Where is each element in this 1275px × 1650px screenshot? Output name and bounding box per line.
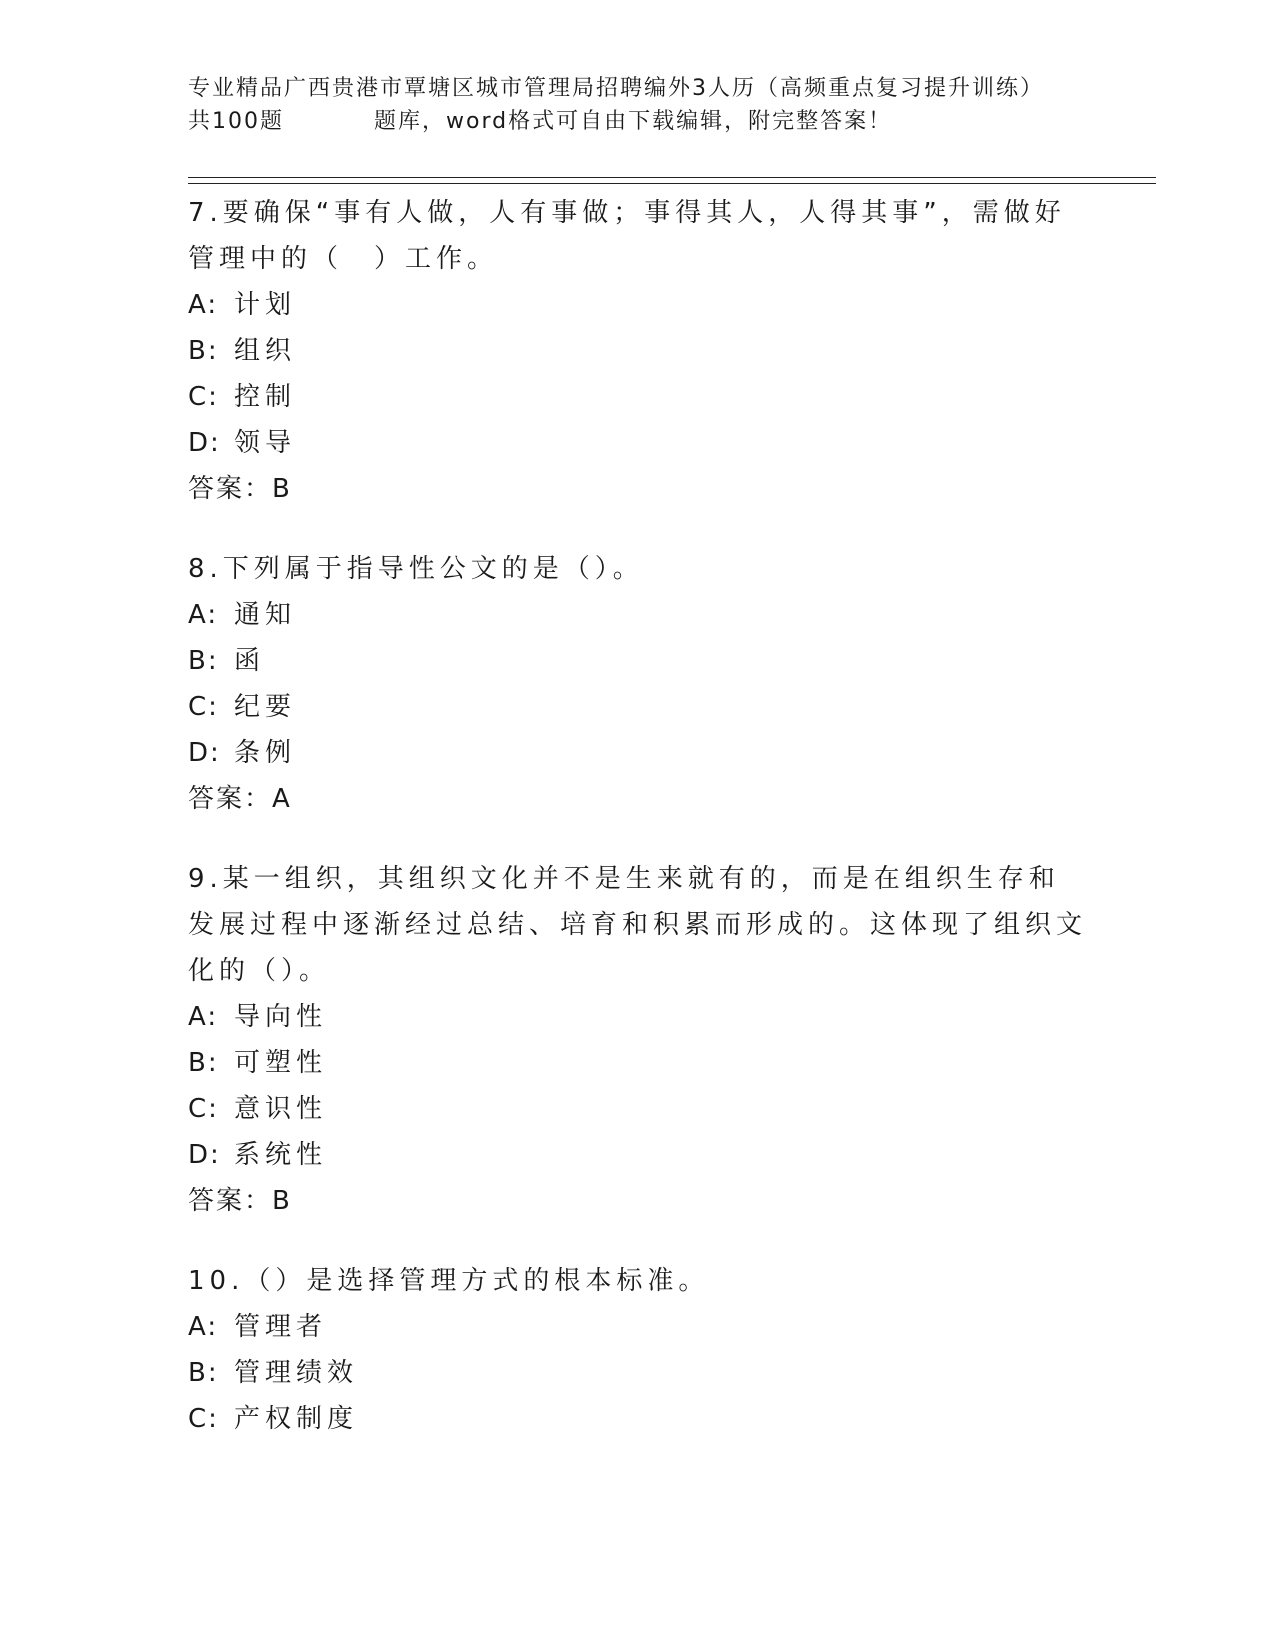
option-text: 导向性 [234,1002,328,1032]
option-text: 通知 [234,600,297,630]
option-text: 管理者 [234,1312,328,1342]
option-key: C: [188,692,219,722]
header-subtitle [188,105,1088,138]
answer-label: 答案： [188,784,273,814]
option-key: B: [188,646,219,676]
option-key: C: [188,1404,219,1434]
question-8 [188,546,1088,822]
answer-value: B [272,474,292,504]
option-key: D: [188,428,221,458]
document-header [188,72,1088,138]
option-key: A: [188,1312,219,1342]
option-c [188,684,1088,730]
option-c [188,1086,1088,1132]
option-key: A: [188,600,219,630]
option-key: A: [188,290,219,320]
question-9 [188,856,1088,1224]
header-divider-bottom [188,183,1156,184]
option-text: 函 [234,646,266,676]
option-key: D: [188,738,221,768]
option-key: B: [188,1048,219,1078]
question-stem: 7.要确保“事有人做，人有事做；事得其人，人得其事”，需做好管理中的（ ）工作。 [188,198,1066,274]
option-a [188,994,1088,1040]
option-text: 产权制度 [234,1404,359,1434]
option-text: 组织 [234,336,297,366]
option-b [188,1040,1088,1086]
option-text: 管理绩效 [234,1358,359,1388]
option-key: C: [188,1094,219,1124]
question-7 [188,190,1088,512]
option-d [188,1132,1088,1178]
option-b [188,638,1088,684]
question-stem: 10.（）是选择管理方式的根本标准。 [188,1266,710,1296]
option-key: B: [188,336,219,366]
option-d [188,730,1088,776]
option-a [188,1304,1088,1350]
option-text: 控制 [234,382,297,412]
answer-value: B [272,1186,292,1216]
header-question-count: 共100题 [188,109,284,134]
option-text: 领导 [234,428,297,458]
option-text: 纪要 [234,692,297,722]
option-key: D: [188,1140,221,1170]
option-b [188,328,1088,374]
option-b [188,1350,1088,1396]
option-d [188,420,1088,466]
header-description: 题库，word格式可自由下载编辑，附完整答案！ [374,109,893,134]
option-a [188,592,1088,638]
option-text: 计划 [234,290,297,320]
option-key: A: [188,1002,219,1032]
option-c [188,1396,1088,1442]
question-stem: 9.某一组织，其组织文化并不是生来就有的，而是在组织生存和发展过程中逐渐经过总结、培育和积累而形成的。这体现了组织文化的（）。 [188,864,1088,986]
option-key: C: [188,382,219,412]
answer-line [188,466,1088,512]
answer-label: 答案： [188,1186,273,1216]
answer-label: 答案： [188,474,273,504]
question-stem: 8.下列属于指导性公文的是（）。 [188,554,644,584]
option-a [188,282,1088,328]
header-gap [284,105,374,138]
answer-value: A [272,784,292,814]
header-divider-top [188,177,1156,178]
header-title: 专业精品广西贵港市覃塘区城市管理局招聘编外3人历（高频重点复习提升训练） [188,76,1044,101]
question-list [188,190,1088,1476]
option-text: 意识性 [234,1094,328,1124]
question-10 [188,1258,1088,1442]
option-text: 系统性 [234,1140,328,1170]
option-text: 条例 [234,738,297,768]
option-c [188,374,1088,420]
option-text: 可塑性 [234,1048,328,1078]
answer-line [188,776,1088,822]
option-key: B: [188,1358,219,1388]
answer-line [188,1178,1088,1224]
